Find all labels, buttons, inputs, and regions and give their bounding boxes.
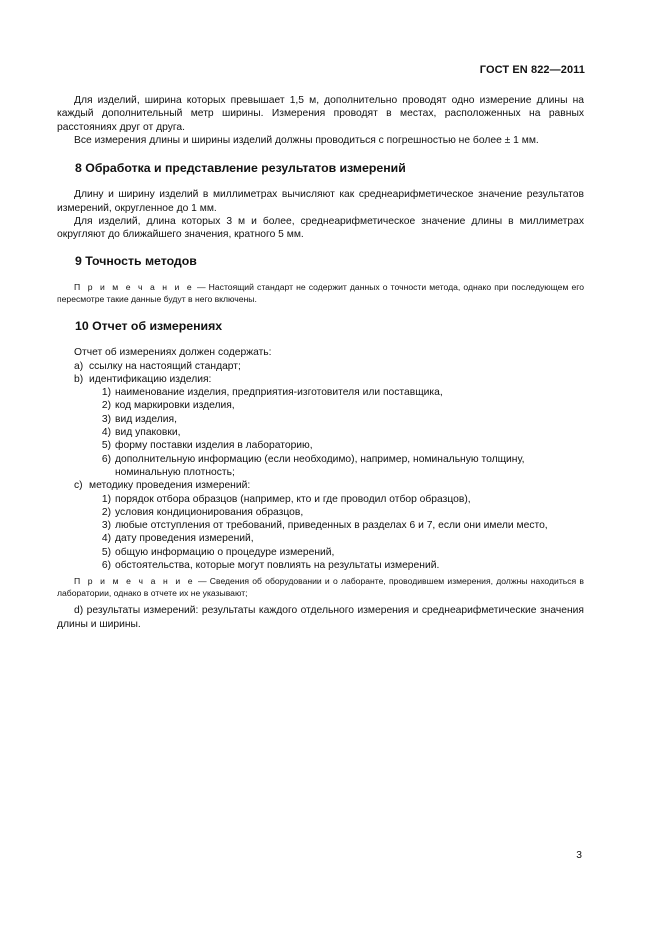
- list-item-d: [57, 604, 584, 631]
- section-10-lead: Отчет об измерениях должен содержать:: [74, 347, 272, 359]
- list-item: [94, 559, 584, 572]
- intro-paragraph-1: Для изделий, ширина которых превышает 1,5 м, дополнительно проводят одно измерение длины на каждый дополнительный метр ширины. Измерения проводят в местах, расположенных на равных расстояниях друг от друга.: [57, 95, 584, 133]
- list-item: [94, 399, 584, 412]
- list-item-c: [57, 479, 584, 492]
- list-marker: b): [74, 373, 84, 385]
- section-8-heading: 8 Обработка и представление результатов измерений: [75, 161, 406, 176]
- list-text: условия кондиционирования образцов,: [115, 506, 304, 518]
- list-marker: 6): [101, 560, 111, 572]
- list-marker: а): [74, 360, 84, 372]
- list-text: общую информацию о процедуре измерений,: [115, 546, 335, 558]
- list-text: дату проведения измерений,: [115, 533, 254, 545]
- page-number: 3: [576, 850, 582, 861]
- list-item: [94, 546, 584, 559]
- list-marker: 2): [101, 506, 111, 518]
- list-marker: 4): [101, 427, 111, 439]
- list-text: вид упаковки,: [115, 427, 181, 439]
- list-item: [94, 519, 584, 532]
- list-marker: 4): [101, 533, 111, 545]
- list-item: [94, 413, 584, 426]
- sublist-c: [57, 493, 584, 573]
- section-8-paragraph-1: Длину и ширину изделий в миллиметрах вычисляют как среднеарифметическое значение результатов измерений, округленное до 1 мм.: [57, 189, 584, 214]
- list-item-b: [57, 373, 584, 386]
- section-9-heading: 9 Точность методов: [75, 253, 197, 268]
- list-item: [94, 493, 584, 506]
- section-8-paragraph-2: Для изделий, длина которых 3 м и более, среднеарифметическое значение длины в миллиметрах округляют до ближайшего значения, кратного 5 мм.: [57, 216, 584, 241]
- list-marker: 1): [101, 387, 111, 399]
- list-text: код маркировки изделия,: [115, 400, 235, 412]
- list-continuation: номинальную плотность;: [115, 466, 235, 478]
- list-text: дополнительную информацию (если необходимо), например, номинальную толщину,: [115, 453, 525, 465]
- list-marker: d): [74, 605, 84, 617]
- list-item: [94, 426, 584, 439]
- list-text: форму поставки изделия в лабораторию,: [115, 440, 313, 452]
- list-marker: 3): [101, 520, 111, 532]
- list-text: результаты измерений: результаты каждого отдельного измерения и среднеарифметические значения длины и ширины.: [57, 605, 584, 630]
- list-text: порядок отбора образцов (например, кто и где проводил отбор образцов),: [115, 493, 471, 505]
- note-text: — Сведения об оборудовании и о лаборанте, проводившем измерения, должны находиться в лаборатории, однако в отчете их не указывают;: [57, 576, 584, 599]
- list-text: наименование изделия, предприятия-изготовителя или поставщика,: [115, 387, 443, 399]
- list-item: [94, 506, 584, 519]
- list-text: любые отступления от требований, приведенных в разделах 6 и 7, если они имели место,: [115, 520, 548, 532]
- list-item-a: [57, 360, 584, 373]
- section-10-note: [57, 575, 584, 599]
- list-marker: 2): [101, 400, 111, 412]
- note-label: П р и м е ч а н и е: [74, 576, 195, 587]
- list-marker: с): [74, 480, 83, 492]
- list-text: ссылку на настоящий стандарт;: [89, 360, 241, 372]
- list-marker: 5): [101, 440, 111, 452]
- document-id: ГОСТ EN 822—2011: [479, 64, 585, 76]
- list-marker: 1): [101, 493, 111, 505]
- section-9-note: [57, 281, 584, 305]
- list-item: [94, 386, 584, 399]
- list-text: идентификацию изделия:: [89, 373, 212, 385]
- note-text: — Настоящий стандарт не содержит данных о точности метода, однако при последующем его пересмотре такие данные будут в него включены.: [57, 281, 584, 304]
- section-10-heading: 10 Отчет об измерениях: [75, 318, 223, 333]
- list-text: вид изделия,: [115, 413, 177, 425]
- list-marker: 6): [101, 453, 111, 465]
- list-text: обстоятельства, которые могут повлиять на результаты измерений.: [115, 560, 440, 572]
- list-item: [94, 532, 584, 545]
- list-text: методику проведения измерений:: [89, 480, 251, 492]
- list-marker: 5): [101, 546, 111, 558]
- sublist-b: [57, 386, 584, 466]
- intro-paragraph-2: Все измерения длины и ширины изделий должны проводиться с погрешностью не более ± 1 мм.: [74, 134, 539, 146]
- page-content: [57, 94, 584, 631]
- list-marker: 3): [101, 413, 111, 425]
- list-item: [94, 439, 584, 452]
- list-item: [94, 453, 584, 466]
- note-label: П р и м е ч а н и е: [74, 281, 194, 292]
